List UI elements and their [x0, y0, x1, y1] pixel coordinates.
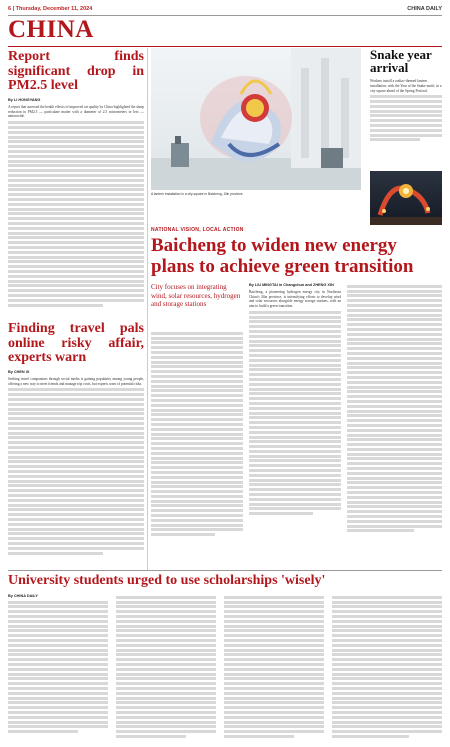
snake-year-box [370, 48, 442, 170]
bottom-column-2 [116, 594, 216, 740]
feature-column-3 [347, 283, 442, 534]
brand-name: CHINA DAILY [407, 6, 442, 12]
bottom-rule [8, 570, 442, 571]
night-lantern-illustration [370, 171, 442, 225]
bottom-column-4 [332, 594, 442, 740]
feature-tagline: NATIONAL VISION, LOCAL ACTION [151, 227, 244, 233]
feature-byline: By LIU MINGTAI in Changchun and ZHENG XIN [249, 283, 334, 287]
lantern-illustration [151, 48, 361, 190]
snake-body-lines [370, 95, 442, 141]
story1-column [8, 50, 144, 308]
bottom-column-3 [224, 594, 324, 740]
bottom-byline: By CHINA DAILY [8, 594, 38, 598]
page-number-date: 6 | Thursday, December 11, 2024 [8, 6, 93, 12]
feature-column-2 [249, 283, 341, 517]
feature-column-1 [151, 330, 243, 538]
feature-deck: City focuses on integrating wind, solar resources, hydrogen and storage stations [151, 283, 241, 309]
snake-title: Snake year arrival [370, 47, 432, 75]
lantern-photo [151, 48, 361, 190]
story1-headline: Report finds significant drop in PM2.5 level [8, 49, 144, 94]
feature-headline: Baicheng to widen new energy plans to achieve green transition [151, 235, 414, 277]
page-header [8, 4, 442, 14]
feature-lede: Baicheng, a pioneering hydrogen energy city in Northeast China's Jilin province, is intensifying efforts to develop wind and solar resources alongside energy storage stations, with an aim to build a green transition. [249, 289, 341, 309]
section-title: CHINA [8, 16, 94, 43]
story2-headline: Finding travel pals online risky affair, experts warn [8, 321, 144, 366]
column-divider [147, 48, 148, 570]
story1-byline: By LI HONGYANG [8, 98, 41, 103]
snake-body: Workers install a zodiac-themed lantern installation, with the Year of the Snake motif, in a city square ahead of the Spring Festival. [370, 79, 442, 93]
bottom-headline: University students urged to use scholarships 'wisely' [8, 573, 326, 588]
bottom-column-1 [8, 594, 108, 735]
story2-lede: Seeking travel companions through social media is gaining popularity among young people, offering a new way to meet friends and manage trip costs, but experts warn of potential risks. [8, 376, 144, 386]
story2-column [8, 322, 144, 556]
story1-lede: A report that assessed the health effects of improved air quality by China highlighted the sharp reduction in PM2.5 — particulate matter with a diameter of 2.5 micrometers or less — nationwide. [8, 104, 144, 119]
photo-caption: A lantern installation in a city square in Baicheng, Jilin province. [151, 192, 244, 196]
story2-body-lines [8, 388, 144, 554]
snake-lantern-photo [370, 171, 442, 225]
story1-body-lines [8, 121, 144, 306]
story2-byline: By CHEN XI [8, 370, 30, 375]
